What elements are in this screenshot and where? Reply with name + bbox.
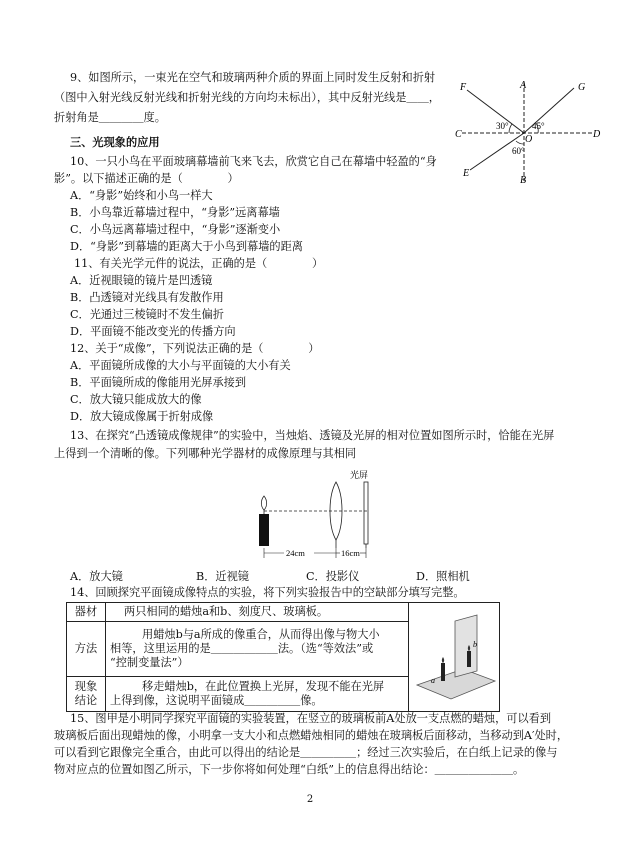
table-row <box>67 603 500 622</box>
page-number: 2 <box>306 794 314 805</box>
q14-figure-cell <box>409 603 500 712</box>
q15-line1: 15、图甲是小明同学探究平面镜的实验装置，在竖立的玻璃板前A处放一支点燃的蜡烛，可以看到 <box>70 712 552 725</box>
q13-option-c: C．投影仪 <box>306 570 360 583</box>
row-header-phenomenon: 现象 结论 <box>67 677 106 712</box>
row-content-phenomenon: 移走蜡烛b，在此位置换上光屏，发现不能在光屏 上得到像，这说明平面镜成＿＿＿＿＿像。 <box>106 677 409 712</box>
label-f: F <box>460 82 467 93</box>
angle-30: 30° <box>496 121 509 131</box>
q15-line4: 物对应点的位置如图乙所示，下一步你将如何处理“白纸”上的信息得出结论：＿＿＿＿＿＿＿。 <box>54 763 525 776</box>
q13-option-d: D．照相机 <box>416 570 470 583</box>
angle-45: 45° <box>532 121 545 131</box>
q11-option-d: D．平面镜不能改变光的传播方向 <box>70 325 236 338</box>
label-g: G <box>578 82 586 93</box>
q10-option-d: D．“身影”到幕墙的距离大于小鸟到幕墙的距离 <box>70 240 303 253</box>
light-screen-icon <box>364 482 368 548</box>
distance-16cm: 16cm <box>341 548 360 558</box>
convex-lens-icon <box>330 482 342 548</box>
label-e: E <box>463 168 470 179</box>
q9-line1: 9、如图所示，一束光在空气和玻璃两种介质的界面上同时发生反射和折射 <box>70 71 436 84</box>
q11-option-b: B．凸透镜对光线具有发散作用 <box>70 291 224 304</box>
q13-line2: 上得到一个清晰的像。下列哪种光学器材的成像原理与其相同 <box>54 447 357 460</box>
label-b: B <box>520 175 527 184</box>
q9-line2: （图中入射光线反射光线和折射光线的方向均未标出），其中反射光线是＿＿， <box>54 91 440 104</box>
q10-line1: 10、一只小鸟在平面玻璃幕墙前飞来飞去，欣赏它自己在幕墙中轻盈的“身 <box>70 155 437 168</box>
q12-option-b: B．平面镜所成的像能用光屏承接到 <box>70 376 247 389</box>
row-header-equipment: 器材 <box>67 603 106 622</box>
q13-option-b: B．近视镜 <box>196 570 249 583</box>
q12-stem: 12、关于“成像”，下列说法正确的是（ ） <box>70 342 320 355</box>
screen-label: 光屏 <box>350 470 369 480</box>
q10-line2: 影”。以下描述正确的是（ ） <box>54 172 239 185</box>
q14-stem: 14、回顾探究平面镜成像特点的实验，将下列实验报告中的空缺部分填写完整。 <box>70 586 465 599</box>
section-3-heading: 三、光现象的应用 <box>70 135 160 149</box>
fig-label-b: b <box>473 640 477 649</box>
q10-option-a: A．“身影”始终和小鸟一样大 <box>70 189 213 202</box>
q14-report-table <box>66 602 500 712</box>
q13-line1: 13、在探究“凸透镜成像规律”的实验中，当烛焰、透镜及光屏的相对位置如图所示时，恰能在光屏 <box>70 429 555 442</box>
row-content-method: 用蜡烛b与a所成的像重合，从而得出像与物大小 相等，这里运用的是＿＿＿＿＿＿法。（选“等效法”或 “控制变量法”） <box>106 622 409 677</box>
q12-option-d: D．放大镜成像属于折射成像 <box>70 410 214 423</box>
row-header-method: 方法 <box>67 622 106 677</box>
candle-icon <box>259 496 269 546</box>
angle-60: 60° <box>512 146 525 156</box>
q13-option-a: A．放大镜 <box>70 570 123 583</box>
label-d: D <box>593 129 601 140</box>
row-content-equipment: 两只相同的蜡烛a和b、刻度尺、玻璃板。 <box>106 603 409 622</box>
q10-option-b: B．小鸟靠近幕墙过程中，“身影”远离幕墙 <box>70 206 280 219</box>
label-a: A <box>520 80 527 91</box>
q15-line2: 玻璃板后面出现蜡烛的像，小明拿一支大小和点燃蜡烛相同的蜡烛在玻璃板后面移动，当移动到A′处时， <box>54 729 569 742</box>
label-c: C <box>455 129 462 140</box>
q15-line3: 可以看到它跟像完全重合，由此可以得出的结论是＿＿＿＿＿；经过三次实验后，在白纸上记录的像与 <box>54 746 558 759</box>
q11-option-c: C．光通过三棱镜时不发生偏折 <box>70 308 224 321</box>
label-o: O <box>525 134 533 145</box>
q12-option-a: A．平面镜所成像的大小与平面镜的大小有关 <box>70 359 291 372</box>
q9-light-refraction-diagram <box>452 78 602 184</box>
q11-option-a: A．近视眼镜的镜片是凹透镜 <box>70 274 213 287</box>
q13-lens-experiment-diagram <box>250 468 390 564</box>
fig-label-a: a <box>431 676 435 685</box>
distance-24cm: 24cm <box>286 548 305 558</box>
q11-stem: 11、有关光学元件的说法，正确的是（ ） <box>74 257 324 270</box>
q10-option-c: C．小鸟远离幕墙过程中，“身影”逐渐变小 <box>70 223 281 236</box>
q12-option-c: C．放大镜只能成放大的像 <box>70 393 202 406</box>
q9-line3: 折射角是＿＿＿＿度。 <box>54 111 166 124</box>
mirror-experiment-photo <box>411 607 497 703</box>
